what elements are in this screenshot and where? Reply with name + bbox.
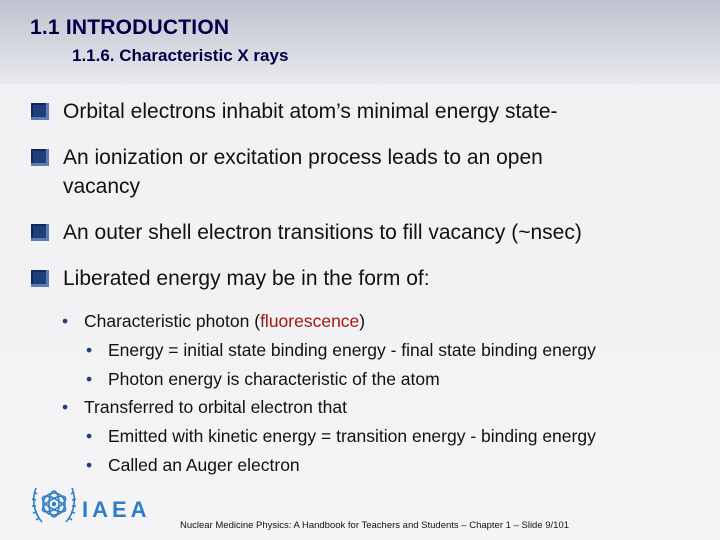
bullet-item	[31, 218, 691, 247]
bullet-text: Liberated energy may be in the form of:	[63, 267, 430, 290]
photon-prefix: Characteristic photon (	[84, 311, 261, 331]
photon-suffix: )	[359, 311, 366, 331]
sub-bullet-text: Emitted with kinetic energy = transition energy - binding energy	[108, 426, 596, 446]
dot-bullet-icon: •	[62, 397, 69, 417]
bullet-text: Orbital electrons inhabit atom’s minimal energy state-	[63, 100, 558, 123]
sub-sub-bullet-item	[86, 365, 720, 393]
bullet-item	[31, 143, 691, 201]
bullet-text-line1: An ionization or excitation process leads to an open	[63, 146, 543, 169]
iaea-logo-text: IAEA	[82, 497, 151, 522]
slide-title: 1.1 INTRODUCTION	[30, 16, 230, 39]
sub-sub-bullet-item	[86, 336, 720, 364]
bullet-item	[31, 97, 691, 126]
bullet-text-line2: vacancy	[63, 175, 141, 198]
slide-footer: Nuclear Medicine Physics: A Handbook for Teachers and Students – Chapter 1 – Slide 9/101	[180, 520, 570, 531]
slide-subtitle: 1.1.6. Characteristic X rays	[72, 46, 289, 65]
sub-bullet-item	[62, 393, 702, 421]
square-bullet-icon	[31, 149, 49, 166]
sub-bullet-text: Photon energy is characteristic of the atom	[108, 369, 440, 389]
sub-bullet-item	[62, 307, 702, 335]
sub-bullet-text: Energy = initial state binding energy - final state binding energy	[108, 340, 596, 360]
fluorescence-highlight: fluorescence	[260, 311, 360, 331]
bullet-item	[31, 264, 691, 293]
square-bullet-icon	[31, 224, 49, 241]
dot-bullet-icon: •	[86, 426, 93, 446]
bullet-text: An outer shell electron transitions to fill vacancy (~nsec)	[63, 221, 582, 244]
sub-sub-bullet-item	[86, 422, 720, 450]
dot-bullet-icon: •	[86, 369, 93, 389]
sub-bullet-text: Transferred to orbital electron that	[84, 397, 347, 417]
dot-bullet-icon: •	[62, 311, 69, 331]
square-bullet-icon	[31, 270, 49, 287]
dot-bullet-icon: •	[86, 455, 93, 475]
sub-bullet-text: Called an Auger electron	[108, 455, 300, 475]
sub-bullet-text	[84, 307, 702, 335]
square-bullet-icon	[31, 103, 49, 120]
sub-sub-bullet-item	[86, 451, 720, 479]
dot-bullet-icon: •	[86, 340, 93, 360]
